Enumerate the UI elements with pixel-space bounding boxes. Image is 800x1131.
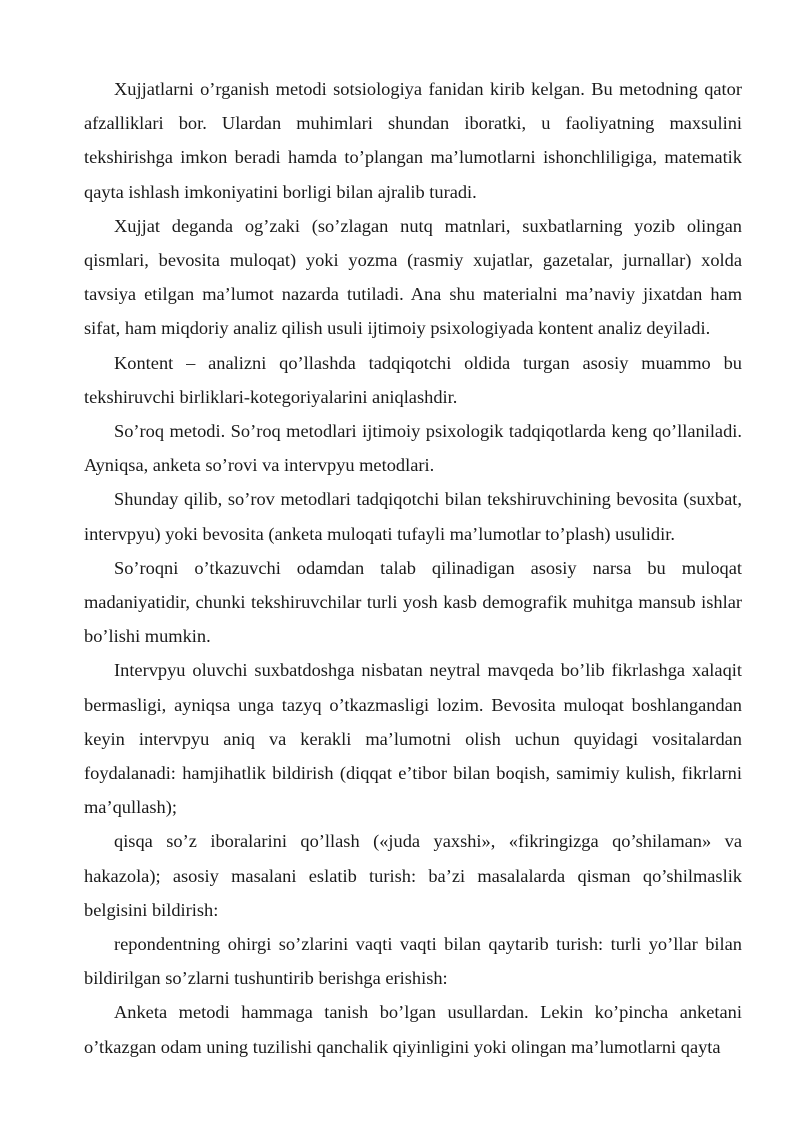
paragraph: repondentning ohirgi so’zlarini vaqti vaqti bilan qaytarib turish: turli yo’llar bilan bildirilgan so’zlarni tushuntirib berishga erishish: [84, 934, 742, 989]
paragraph: Xujjat deganda og’zaki (so’zlagan nutq matnlari, suxbatlarning yozib olingan qismlari, bevosita muloqat) yoki yozma (rasmiy xujatlar, gazetalar, jurnallar) xolda tavsiya etilgan ma’lumot nazarda tutiladi. Ana shu materialni ma’naviy jixatdan ham sifat, ham miqdoriy analiz qilish usuli ijtimoiy psixologiyada kontent analiz deyiladi. [84, 215, 742, 339]
paragraph: So’roqni o’tkazuvchi odamdan talab qilinadigan asosiy narsa bu muloqat madaniyatidir, chunki tekshiruvchilar turli yosh kasb demografik muhitga mansub ishlar bo’lishi mumkin. [84, 557, 742, 647]
paragraph: Shunday qilib, so’rov metodlari tadqiqotchi bilan tekshiruvchining bevosita (suxbat, intervpyu) yoki bevosita (anketa muloqati tufayli ma’lumotlar to’plash) usulidir. [84, 489, 742, 544]
paragraph: Intervpyu oluvchi suxbatdoshga nisbatan neytral mavqeda bo’lib fikrlashga xalaqit bermasligi, ayniqsa unga tazyq o’tkazmasligi lozim. Bevosita muloqat boshlangandan keyin intervpyu aniq va kerakli ma’lumotni olish uchun quyidagi vositalardan foydalanadi: hamjihatlik bildirish (diqqat e’tibor bilan boqish, samimiy kulish, fikrlarni ma’qullash); [84, 660, 742, 818]
paragraph: Anketa metodi hammaga tanish bo’lgan usullardan. Lekin ko’pincha anketani o’tkazgan odam uning tuzilishi qanchalik qiyinligini yoki olingan ma’lumotlarni qayta [84, 1002, 742, 1057]
paragraph: Xujjatlarni o’rganish metodi sotsiologiya fanidan kirib kelgan. Bu metodning qator afzalliklari bor. Ulardan muhimlari shundan iboratki, u faoliyatning maxsulini tekshirishga imkon beradi hamda to’plangan ma’lumotlarni ishonchliligiga, matematik qayta ishlash imkoniyatini borligi bilan ajralib turadi. [84, 79, 742, 202]
paragraph: qisqa so’z iboralarini qo’llash («juda yaxshi», «fikringizga qo’shilaman» va hakazola); asosiy masalani eslatib turish: ba’zi masalalarda qisman qo’shilmaslik belgisini bildirish: [84, 831, 742, 920]
paragraph: Kontent – analizni qo’llashda tadqiqotchi oldida turgan asosiy muammo bu tekshiruvchi birliklari-kotegoriyalarini aniqlashdir. [84, 352, 742, 407]
paragraph: So’roq metodi. So’roq metodlari ijtimoiy psixologik tadqiqotlarda keng qo’llaniladi. Ayniqsa, anketa so’rovi va intervpyu metodlari. [84, 421, 742, 476]
document-page [84, 72, 742, 1064]
